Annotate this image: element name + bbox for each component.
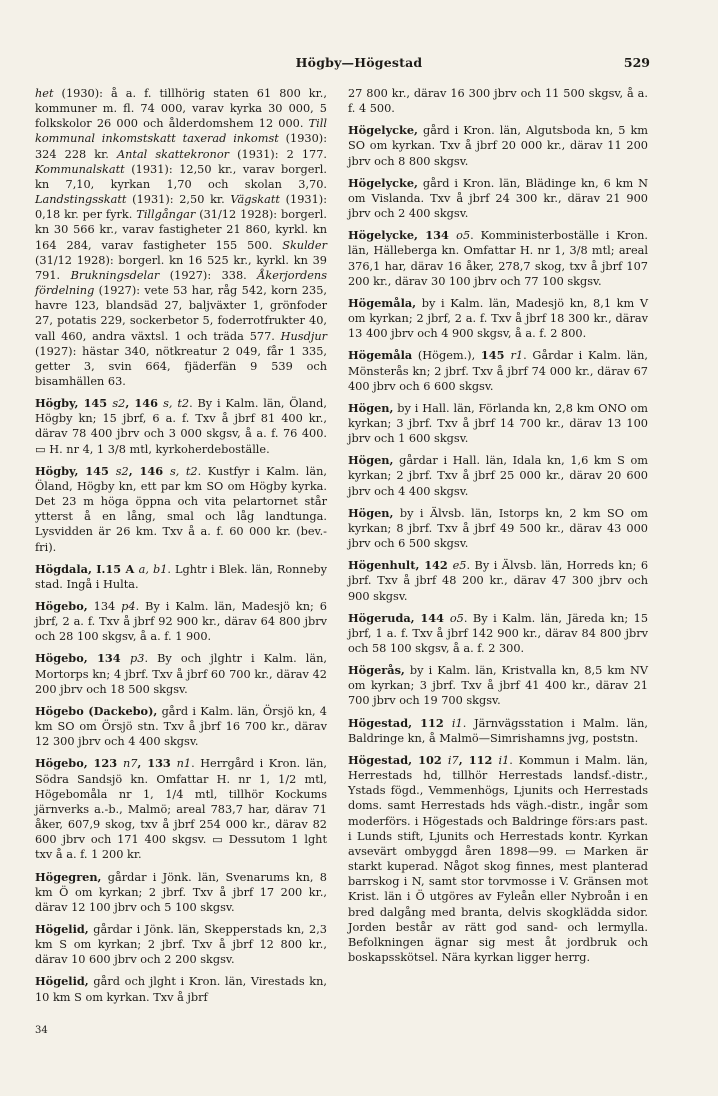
italic-text: Landstingsskatt (35, 193, 127, 207)
entry-headword: , 133 (137, 756, 177, 771)
entry-headword: Högen, (348, 453, 394, 468)
entry-text: . By i Kalm. län, Öland, Högby kn; 15 jbrf, 6 a. f. Txv å jbrf 81 400 kr., därav 78 400 jbrv och 3 000 skgsv, å a. f. 76 400. ▭ H. nr 4, 1 3/8 mtl, kyrkoherdeboställe. (35, 397, 327, 456)
entry-headword: Högelycke, (348, 175, 418, 190)
entry-headword: Högelycke, 134 (348, 228, 457, 243)
dictionary-entry (348, 86, 648, 116)
italic-text: Husdjur (280, 329, 327, 343)
entry-text: gårdar i Hall. län, Idala kn, 1,6 km S om kyrkan; 2 jbrf. Txv å jbrf 25 000 kr., därav 20 600 jbrv och 4 400 skgsv. (348, 454, 648, 498)
left-column (35, 86, 327, 1012)
entry-headword: Högby, 145 (35, 396, 113, 411)
entry-text: gård i Kalm. län, Örsjö kn, 4 km SO om Örsjö stn. Txv å jbrf 16 700 kr., därav 12 300 jbrv och 4 400 skgsv. (35, 704, 327, 749)
dictionary-entry (348, 753, 648, 965)
entry-headword: , 112 (458, 752, 499, 767)
entry-headword: Högby, 145 (35, 463, 116, 478)
entry-text: (1931): 2,50 kr. (126, 193, 231, 207)
entry-headword: Högelid, (35, 921, 89, 936)
right-column (348, 86, 648, 972)
dictionary-entry (35, 396, 327, 457)
entry-text: . Kustfyr i Kalm. län, Öland, Högby kn, ett par km SO om Högby kyrka. Det 23 m höga öppna och vita pelartornet står ytterst å en lång, smal och låg landtunga. Lysvidden är 26 km. Txv å a. f. 60 000 kr. (bev.-fri). (35, 464, 327, 554)
dictionary-entry (348, 611, 648, 656)
entry-headword: Högen, (348, 400, 394, 415)
entry-text: (1931): 0,18 kr. per fyrk. (35, 193, 328, 222)
entry-text: by i Kalm. län, Madesjö kn, 8,1 km V om kyrkan; 2 jbrf, 2 a. f. Txv å jbrf 18 300 kr., därav 13 400 jbrv och 4 900 skgsv, å a. f. 2 800. (348, 296, 648, 341)
entry-text: . By i Kalm. län, Madesjö kn; 6 jbrf, 2 a. f. Txv å jbrf 92 900 kr., därav 64 800 jbrv och 28 100 skgsv, å a. f. 1 900. (35, 600, 327, 644)
entry-text: 27 800 kr., därav 16 300 jbrv och 11 500 skgsv, å a. f. 4 500. (348, 87, 648, 116)
dictionary-entry (35, 599, 327, 644)
page-number: 529 (623, 55, 650, 70)
entry-text: (1930): å a. f. tillhörig staten 61 800 kr., kommuner m. fl. 74 000, varav kyrka 30 000, 5 folkskolor 26 000 och ålderdomshem 12 000. (35, 87, 327, 131)
entry-headword: Högegren, (35, 869, 102, 884)
dictionary-entry (348, 453, 648, 498)
italic-text: s, t2 (169, 464, 198, 478)
italic-text: s2 (115, 464, 129, 478)
entry-headword: Högelid, (35, 974, 89, 989)
entry-headword: Högen, (348, 505, 394, 520)
dictionary-entry (35, 756, 327, 862)
italic-text: a, b1 (138, 562, 168, 576)
italic-text: Vägskatt (230, 193, 280, 207)
entry-headword: Högerås, (348, 663, 405, 678)
italic-text: Kommunalskatt (35, 162, 125, 176)
italic-text: Antal skattekronor (116, 147, 230, 161)
signature-mark: 34 (35, 1025, 48, 1036)
entry-text: (Högem.), (412, 349, 481, 363)
entry-text: (1927): hästar 340, nötkreatur 2 049, får 1 335, getter 3, svin 664, fjäderfän 9 539 och bisamhällen 63. (35, 344, 327, 388)
dictionary-entry (348, 228, 648, 289)
entry-text: . Lghtr i Blek. län, Ronneby stad. Ingå i Hulta. (35, 562, 327, 591)
dictionary-entry (35, 651, 327, 696)
italic-text: Åkerjordens fördelning (35, 268, 328, 298)
italic-text: s2 (112, 397, 126, 411)
entry-text: . Herrgård i Kron. län, Södra Sandsjö kn. Omfattar H. nr 1, 1/2 mtl, Högebomåla nr 1, 1/4 mtl, tillhör Kockums järnverks a.-b., Malmö; areal 783,7 har, därav 71 åker, 607,9 skog, txv å jbrf 254 000 kr., därav 82 600 jbrv och 171 400 skgsv. ▭ Dessutom 1 lght txv å a. f. 1 200 kr. (35, 757, 327, 862)
entry-headword: , 146 (125, 396, 164, 411)
entry-text: . By i Älvsb. län, Horreds kn; 6 jbrf. Txv å jbrf 48 200 kr., därav 47 300 jbrv och 900 skgsv. (348, 559, 649, 603)
entry-headword: Högebo (Dackebo), (35, 703, 158, 718)
page-header (0, 55, 718, 73)
entry-headword: Högebo, (35, 599, 88, 613)
italic-text: n7 (122, 757, 138, 771)
dictionary-entry (35, 86, 327, 389)
dictionary-entry (348, 558, 648, 603)
entry-text: gård och jlght i Kron. län, Virestads kn, 10 km S om kyrkan. Txv å jbrf (35, 975, 327, 1004)
dictionary-entry (348, 506, 648, 551)
italic-text: o5 (449, 611, 464, 625)
italic-text: i1 (498, 753, 510, 767)
dictionary-entry (348, 716, 648, 746)
entry-text: (31/12 1928): borgerl. kn 30 566 kr., varav fastigheter 21 860, kyrkl. kn 164 284, varav fastigheter 155 500. (35, 208, 327, 252)
italic-text: e5 (452, 559, 467, 573)
italic-text: r1 (510, 349, 524, 363)
entry-headword: Högenhult, 142 (348, 558, 453, 573)
dictionary-entry (35, 562, 327, 592)
entry-text: . Järnvägsstation i Malm. län, Baldringe kn, å Malmö—Simrishamns jvg, poststn. (348, 716, 648, 745)
italic-text: s, t2 (163, 397, 190, 411)
entry-headword: Högebo, 123 (35, 756, 123, 771)
entry-headword: Högestad, 102 (348, 752, 448, 767)
italic-text: Till kommunal inkomstskatt taxerad inkomst (35, 117, 327, 146)
entry-text: by i Hall. län, Förlanda kn, 2,8 km ONO om kyrkan; 3 jbrf. Txv å jbrf 14 700 kr., därav 13 100 jbrv och 1 600 skgsv. (348, 401, 648, 446)
entry-text: (1927): 338. (159, 268, 258, 282)
dictionary-entry (348, 348, 648, 393)
entry-headword: Högeruda, 144 (348, 610, 450, 625)
italic-text: i7 (447, 753, 459, 767)
entry-text: . By och jlghtr i Kalm. län, Mortorps kn; 4 jbrf. Txv å jbrf 60 700 kr., därav 42 200 jbrv och 18 500 skgsv. (35, 652, 327, 696)
italic-text: Brukningsdelar (70, 268, 160, 282)
entry-headword: Högemåla, (348, 295, 417, 310)
entry-headword: Högdala, I.15 A (35, 561, 139, 576)
dictionary-entry (35, 464, 327, 555)
italic-text: o5 (456, 229, 471, 243)
dictionary-entry (35, 870, 327, 915)
entry-text: (1931): 2 177. (229, 147, 327, 161)
dictionary-entry (348, 123, 648, 168)
entry-headword: Högestad, 112 (348, 715, 452, 730)
dictionary-entry (348, 663, 648, 708)
entry-text: (1931): 12,50 kr., varav borgerl. kn 7,10, kyrkan 1,70 och skolan 3,70. (35, 162, 327, 191)
entry-text: by i Älvsb. län, Istorps kn, 2 km SO om kyrkan; 8 jbrf. Txv å jbrf 49 500 kr., därav 43 000 jbrv och 6 500 skgsv. (348, 506, 648, 551)
italic-text: p3 (130, 652, 145, 666)
entry-headword: Högemåla (348, 348, 413, 363)
entry-headword: 145 (480, 348, 511, 363)
entry-text: gård i Kron. län, Blädinge kn, 6 km N om Vislanda. Txv å jbrf 24 300 kr., därav 21 900 jbrv och 2 400 skgsv. (348, 176, 648, 221)
entry-text: gårdar i Jönk. län, Svenarums kn, 8 km Ö om kyrkan; 2 jbrf. Txv å jbrf 17 200 kr., därav 12 100 jbrv och 5 100 skgsv. (35, 870, 327, 914)
dictionary-entry (348, 176, 648, 221)
entry-text: gård i Kron. län, Algutsboda kn, 5 km SO om kyrkan. Txv å jbrf 20 000 kr., därav 11 200 jbrv och 8 800 skgsv. (348, 124, 648, 168)
entry-text: (1930): 324 228 kr. (35, 132, 327, 161)
entry-text: (1927): vete 53 har, råg 542, korn 235, havre 123, blandsäd 27, baljväxter 1, grönfoder 27, potatis 229, sockerbetor 5, foderrotfrukter 40, vall 460, andra växtsl. 1 och träda 577. (35, 284, 327, 343)
dictionary-entry (35, 704, 327, 749)
entry-text: gårdar i Jönk. län, Skepperstads kn, 2,3 km S om kyrkan; 2 jbrf. Txv å jbrf 12 800 kr., därav 10 600 jbrv och 2 200 skgsv. (35, 922, 327, 967)
italic-text: Skulder (282, 238, 327, 252)
running-title: Högby—Högestad (295, 55, 423, 70)
entry-headword: Högebo, 134 (35, 651, 131, 666)
italic-text: n1 (176, 757, 192, 771)
italic-text: Tillgångar (136, 208, 196, 222)
dictionary-entry (35, 922, 327, 967)
entry-text: . By i Kalm. län, Järeda kn; 15 jbrf, 1 a. f. Txv å jbrf 142 900 kr., därav 84 800 jbrv och 58 100 skgsv, å a. f. 2 300. (348, 611, 649, 655)
entry-text: (31/12 1928): borgerl. kn 16 525 kr., kyrkl. kn 39 791. (35, 253, 327, 282)
dictionary-entry (348, 401, 648, 446)
entry-headword: Högelycke, (348, 123, 418, 138)
entry-headword: , 146 (128, 463, 170, 478)
entry-text: 134 (87, 600, 122, 613)
entry-text: by i Kalm. län, Kristvalla kn, 8,5 km NV om kyrkan; 3 jbrf. Txv å jbrf 41 400 kr., därav 21 700 jbrv och 19 700 skgsv. (348, 664, 648, 708)
dictionary-entry (348, 296, 648, 341)
entry-text: . Gårdar i Kalm. län, Mönsterås kn; 2 jbrf. Txv å jbrf 74 000 kr., därav 67 400 jbrv och 6 600 skgsv. (348, 349, 648, 393)
italic-text: p4 (121, 600, 136, 613)
entry-text: . Komministerboställe i Kron. län, Hälleberga kn. Omfattar H. nr 1, 3/8 mtl; areal 376,1 har, därav 16 åker, 278,7 skog, txv å jbrf 107 200 kr., därav 30 100 jbrv och 77 100 skgsv. (348, 229, 648, 288)
dictionary-entry (35, 974, 327, 1004)
entry-text: . Kommun i Malm. län, Herrestads hd, tillhör Herrestads landsf.-distr., Ystads fögd., Vemmenhögs, Ljunits och Herrestads doms. samt Herrestads hds vägh.-distr., ingår som moderförs. i Högestads och Baldringe förs:ars past. i Lunds stift, Ljunits och Herrestads kontr. Kyrkan avsevärt ombyggd åren 1898—99. ▭ Marken är starkt kuperad. Något skog finnes, mest planterad barrskog i N, samt stor torvmosse i V. Gränsen mot Krist. län i Ö utgöres av Fyleån eller Nybroån i en bred dalgång med branta, delvis skogklädda sidor. Jorden består av rätt god sand- och lermylla. Befolkningen ägnar sig mest åt jordbruk och boskapsskötsel. Nära kyrkan ligger herrg. (348, 753, 648, 964)
italic-text: i1 (451, 716, 463, 730)
italic-text: het (35, 87, 54, 100)
